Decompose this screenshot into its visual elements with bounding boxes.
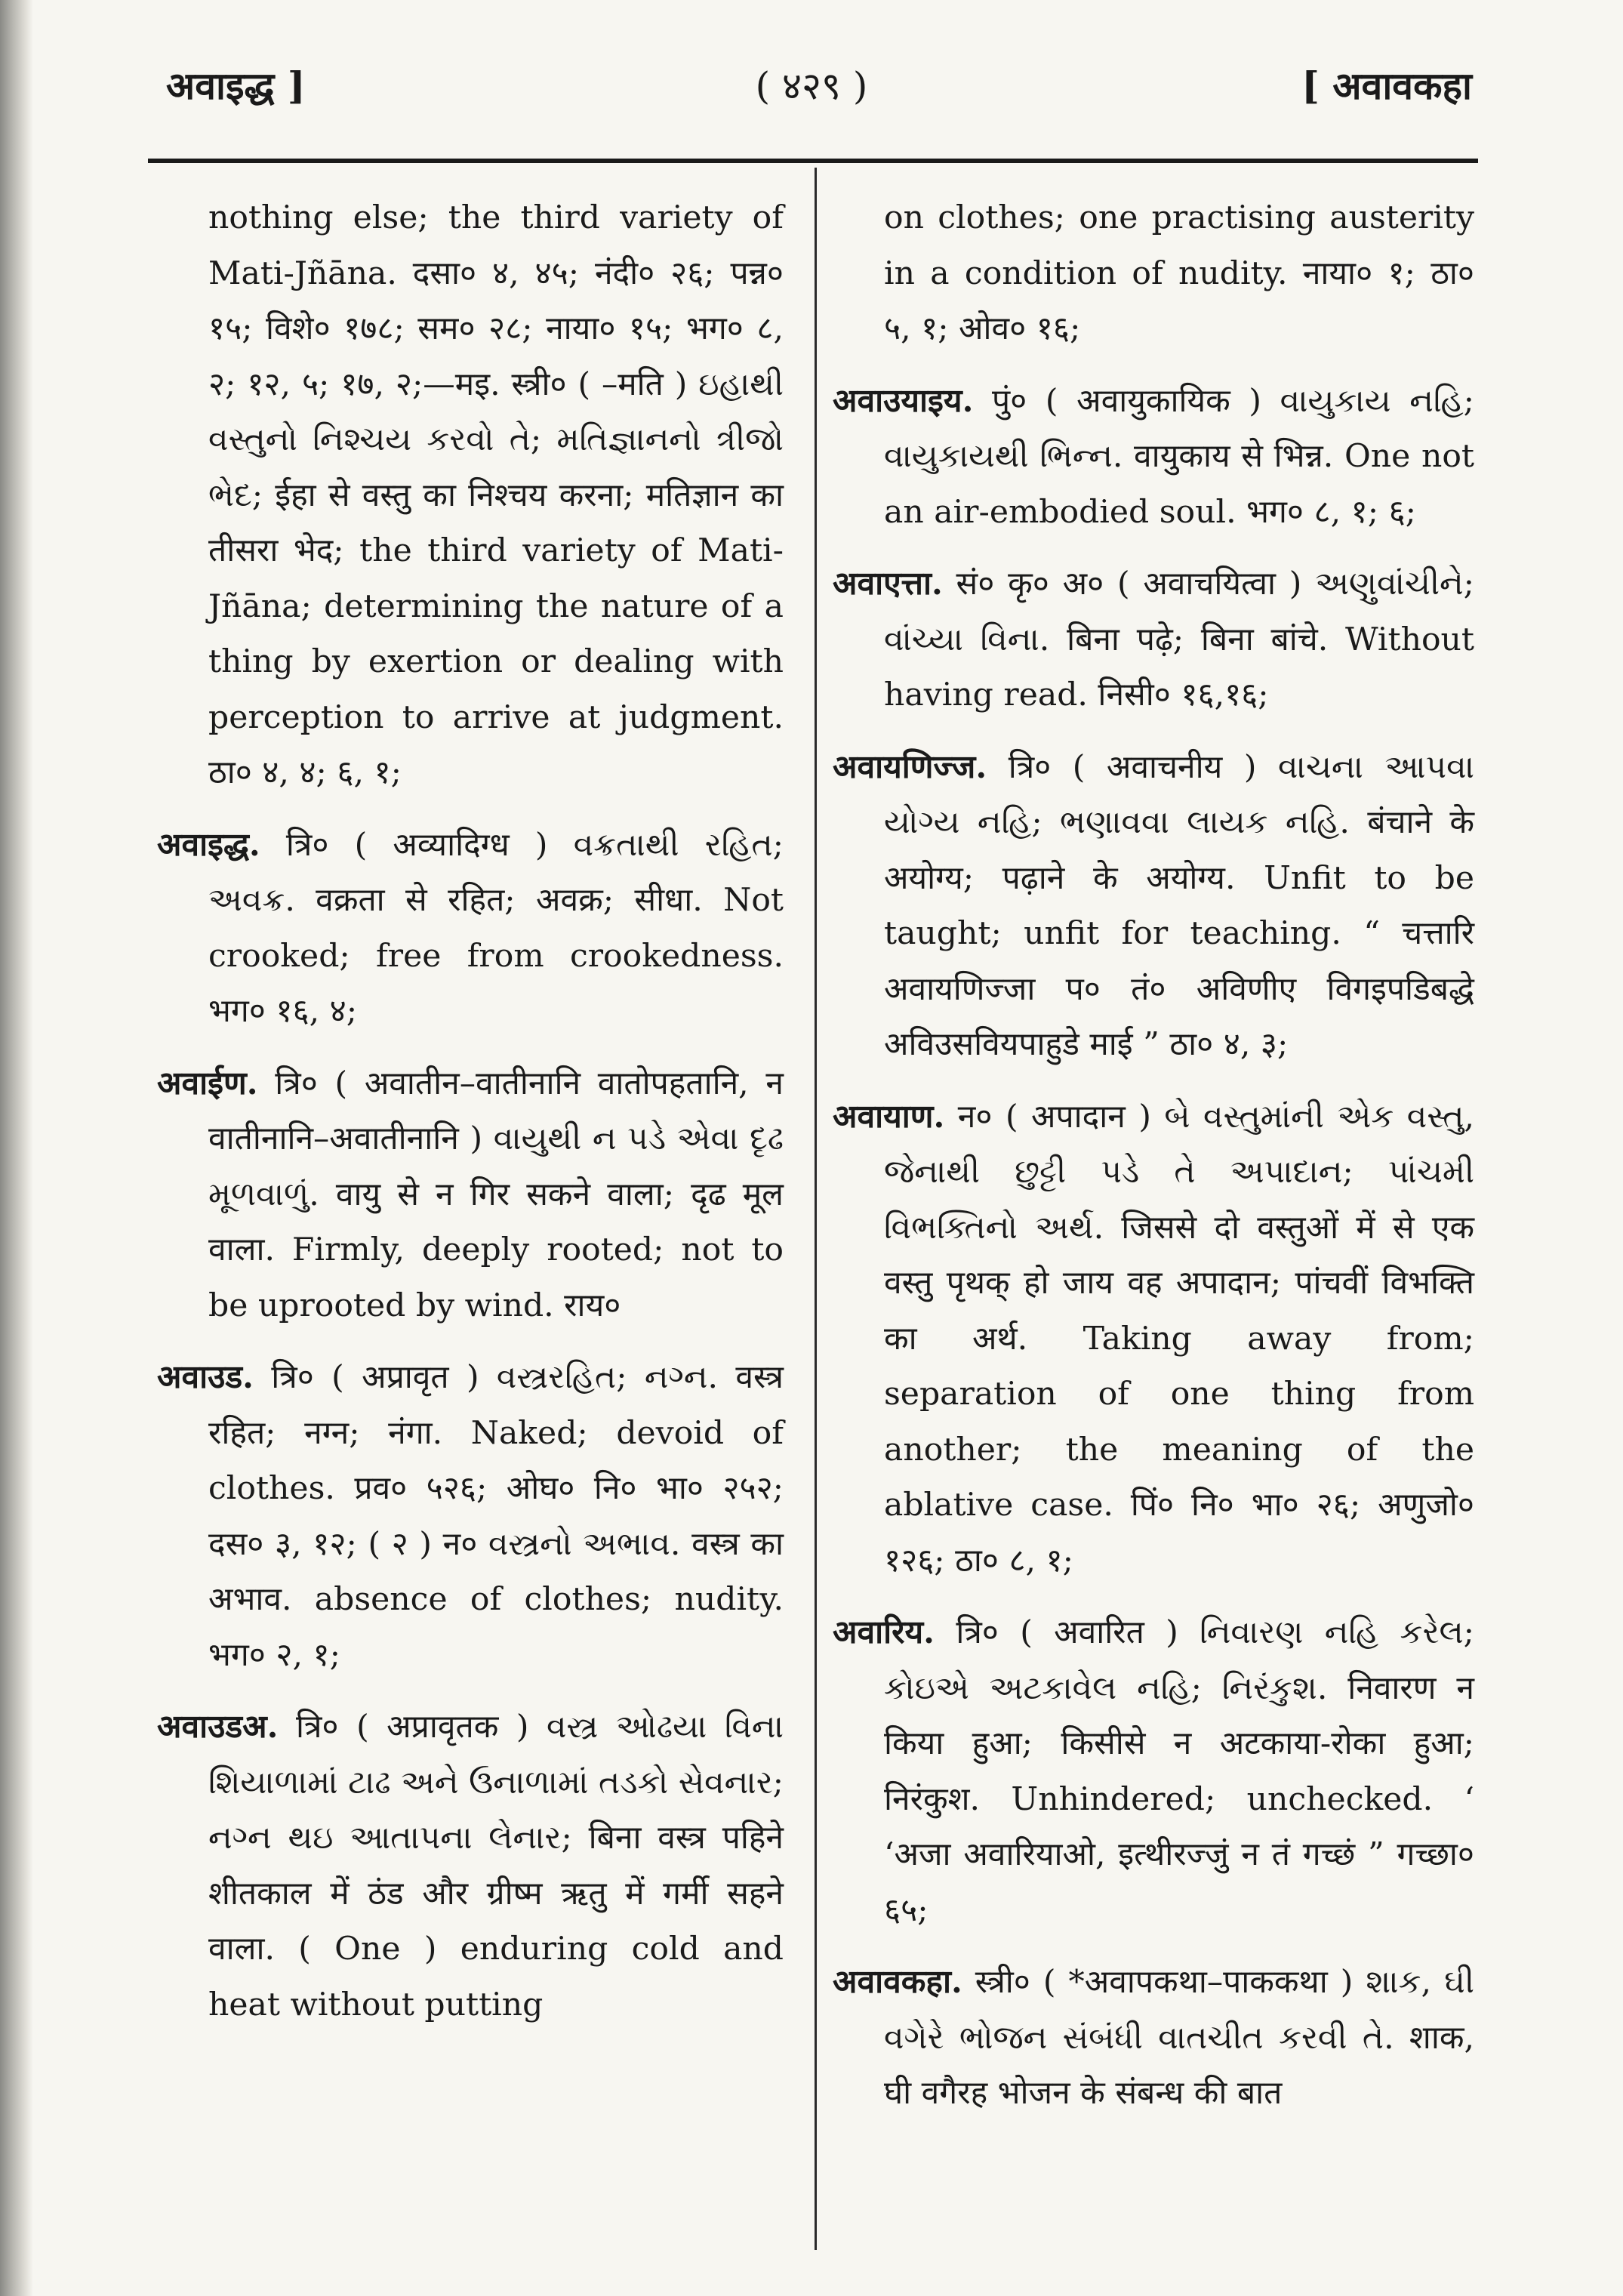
entry-text: त्रि० ( अप्रावृत ) વસ્ત્રરહિત; નગ્ન. वस्त्र रहित; नग्न; नंगा. Naked; devoid of clothes. प्रव० ५२६; ओघ० नि० भा० २५२; दस० ३, १२; ( २ ) न० વસ્ત્રનો અભાવ. वस्त्र का अभाव. absence of clothes; nudity. भग० २, १;	[208, 1359, 784, 1674]
dictionary-entry	[833, 1955, 1474, 2122]
dictionary-entry	[157, 1056, 784, 1334]
column-divider	[815, 168, 817, 2250]
dictionary-entry	[833, 190, 1474, 357]
dictionary-entry	[833, 374, 1474, 541]
entry-text: त्रि० ( अव्यादिग्ध ) વક્રતાથી રહિત; અવક્ર. वक्रता से रहित; अवक्र; सीधा. Not crooked; free from crookedness. भग० १६, ४;	[208, 826, 784, 1030]
dictionary-entry	[157, 190, 784, 801]
header-rule	[148, 159, 1478, 163]
entry-text: on clothes; one practising austerity in a condition of nudity. नाया० १; ठा० ५, १; ओव० १६;	[884, 199, 1474, 347]
header-right-guideword: [ अवावकहा	[1301, 63, 1472, 108]
entry-text: पुं० ( अवायुकायिक ) વાયુકાય નહિ; વાયુકાયથી ભિન્ન. वायुकाय से भिन्न. One not an air-embodied soul. भग० ८, १; ६;	[884, 382, 1474, 531]
left-column	[157, 190, 784, 2049]
dictionary-entry	[833, 1089, 1474, 1589]
entry-headword: अवाउडअ.	[157, 1708, 279, 1746]
book-spine-shadow	[0, 0, 33, 2296]
right-column	[833, 190, 1474, 2138]
dictionary-entry	[833, 1605, 1474, 1938]
entry-text: न० ( अपादान ) બે વસ્તુમાંની એક વસ્તુ, જેનાથી છુટ્ટી પડે તે અપાદાન; પાંચમી વિભક્તિનો અર્થ. जिससे दो वस्तुओं में से एक वस्तु पृथक् हो जाय वह अपादान; पांचवीं विभक्ति का अर्थ. Taking away from; separation of one thing from another; the meaning of the ablative case. पिं० नि० भा० २६; अणुजो० १२६; ठा० ८, १;	[884, 1098, 1474, 1579]
entry-headword: अवायणिज्ज.	[833, 747, 987, 786]
entry-headword: अवाइद्ध.	[157, 825, 260, 864]
entry-text: त्रि० ( अवातीन–वातीनानि वातोपहतानि, न वातीनानि–अवातीनानि ) વાયુથી ન પડે એવા દૃઢ મૂળવાળું. वायु से न गिर सकने वाला; दृढ मूल वाला. Firmly, deeply rooted; not to be uprooted by wind. राय०	[208, 1065, 784, 1324]
page-number: ( ४२९ )	[755, 64, 868, 108]
dictionary-entry	[833, 556, 1474, 723]
entry-text: त्रि० ( अवारित ) નિવારણ નહિ કરેલ; કોઇએ અટકાવેલ નહિ; નિરંકુશ. निवारण न किया हुआ; किसीसे न अटकाया-रोका हुआ; निरंकुश. Unhindered; unchecked. ‘ ‘अजा अवारियाओ, इत्थीरज्जुं न तं गच्छं ” गच्छा० ६५;	[884, 1614, 1474, 1929]
entry-headword: अवाउयाइय.	[833, 381, 974, 420]
entry-text: त्रि० ( अवाचनीय ) વાચના આપવા યોગ્ય નહિ; ભણાવવા લાયક નહિ. बंचाने के अयोग्य; पढ़ाने के अयोग्य. Unfit to be taught; unfit for teaching. “ चत्तारि अवायणिज्जा प० तं० अविणीए विगइपडिबद्धे अविउसवियपाहुडे माई ” ठा० ४, ३;	[884, 748, 1474, 1063]
entry-headword: अवारिय.	[833, 1613, 935, 1651]
dictionary-entry	[157, 1350, 784, 1683]
entry-text: स्त्री० ( *अवापकथा–पाककथा ) શાક, ઘી વગેરે ભોજન સંબંધી વાતચીત કરવી તે. शाक, घी वगैरह भोजन के संबन्ध की बात	[884, 1964, 1474, 2112]
entry-headword: अवाईण.	[157, 1064, 258, 1102]
dictionary-entry	[157, 818, 784, 1040]
entry-headword: अवायाण.	[833, 1097, 945, 1136]
entry-text: nothing else; the third variety of Mati-Jñāna. दसा० ४, ४५; नंदी० २६; पन्न० १५; विशे० १७८; सम० २८; नाया० १५; भग० ८, २; १२, ५; १७, २;—मइ. स्त्री० ( –मति ) ઇહાથી વસ્તુનો નિશ્ચય કરવો તે; મતિજ્ઞાનનો ત્રીજો ભેદ; ईहा से वस्तु का निश्चय करना; मतिज्ञान का तीसरा भेद; the third variety of Mati-Jñāna; determining the nature of a thing by exertion or dealing with perception to arrive at judgment. ठा० ४, ४; ६, १;	[208, 199, 784, 791]
entry-headword: अवाएत्ता.	[833, 565, 943, 603]
entry-text: सं० कृ० अ० ( अवाचयित्वा ) અણુવાંચીને; વાંચ્યા વિના. बिना पढ़े; बिना बांचे. Without having read. निसी० १६,१६;	[884, 566, 1474, 713]
page-header	[151, 59, 1472, 127]
entry-text: त्रि० ( अप्रावृतक ) વસ્ત્ર ઓઢયા વિના શિયાળામાં ટાઢ અને ઉનાળામાં તડકો સેવનાર; નગ્ન થઇ આતાપના લેનાર; बिना वस्त्र पहिने शीतकाल में ठंड और ग्रीष्म ऋतु में गर्मी सहने वाला. ( One ) enduring cold and heat without putting	[208, 1709, 784, 2023]
dictionary-entry	[833, 740, 1474, 1073]
entry-headword: अवाउड.	[157, 1358, 254, 1396]
header-left-guideword: अवाइद्ध ]	[166, 63, 306, 108]
entry-headword: अवावकहा.	[833, 1963, 962, 2001]
dictionary-entry	[157, 1700, 784, 2032]
